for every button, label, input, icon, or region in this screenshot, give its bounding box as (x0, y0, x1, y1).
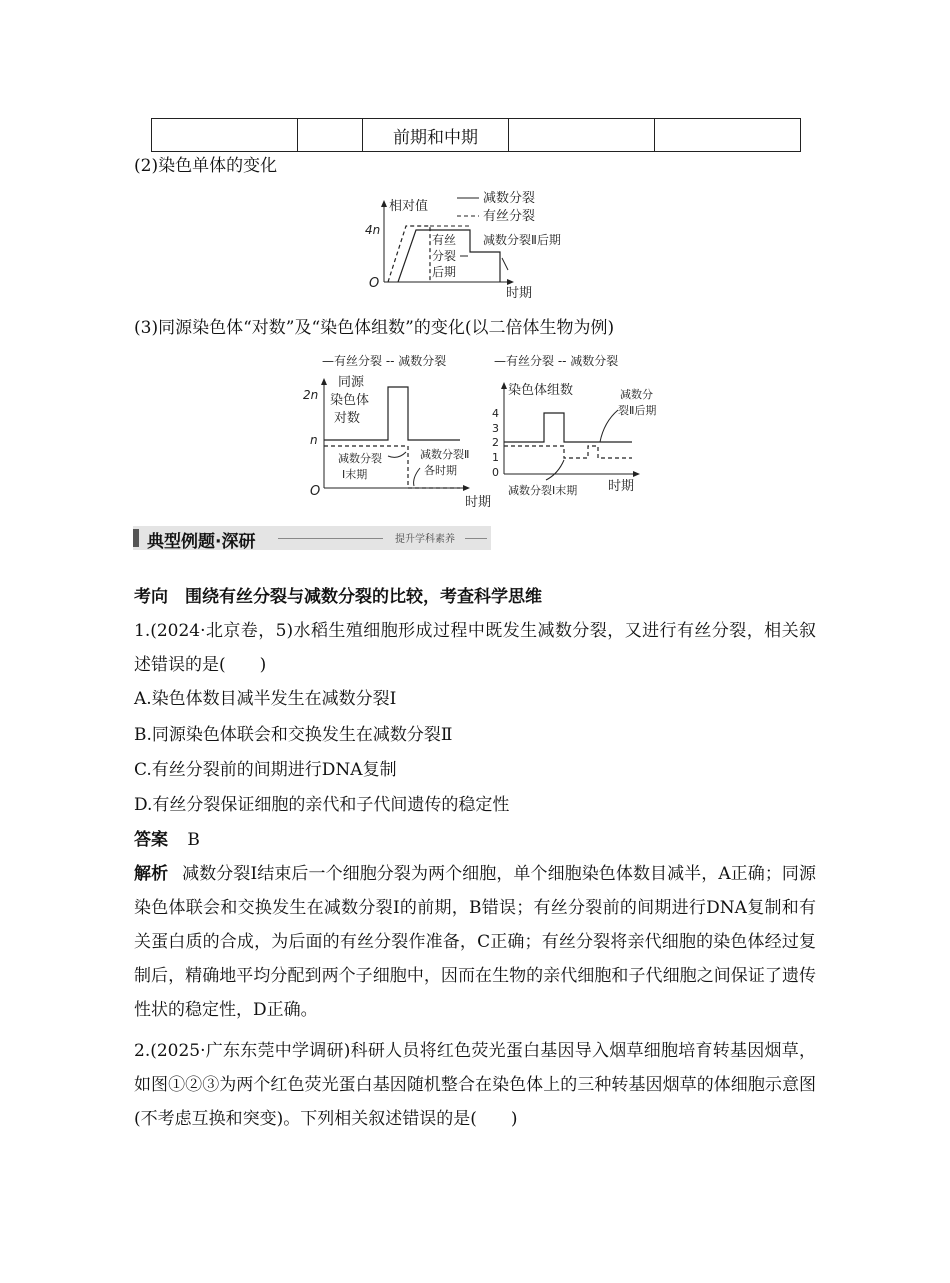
q1-option-c: C.有丝分裂前的间期进行DNA复制 (134, 760, 397, 780)
q1-option-b: B.同源染色体联会和交换发生在减数分裂Ⅱ (134, 725, 453, 745)
fig1-tick-4n: 4n (365, 223, 381, 237)
fig3-x-arrow (633, 471, 640, 477)
summary-table-row (151, 118, 801, 152)
fig2-ann2-1: 减数分裂Ⅱ (420, 448, 470, 461)
fig3-ann-bottom: 减数分裂Ⅰ末期 (508, 484, 578, 497)
fig2-ann1-1: 减数分裂 (338, 452, 382, 465)
topic-heading: 考向 围绕有丝分裂与减数分裂的比较，考查科学思维 (134, 587, 542, 607)
q1-option-d: D.有丝分裂保证细胞的亲代和子代间遗传的稳定性 (134, 795, 510, 815)
fig1-legend-solid: 减数分裂 (483, 191, 536, 206)
fig3-arrow-bottom (546, 460, 564, 480)
fig2-origin: O (310, 484, 321, 499)
fig2-tick-2n: 2n (303, 388, 319, 402)
table-cell (509, 119, 655, 152)
fig2-x-arrow (463, 485, 470, 491)
fig2-x-label: 时期 (465, 495, 492, 510)
section3-title: (3)同源染色体“对数”及“染色体组数”的变化(以二倍体生物为例) (134, 318, 615, 338)
banner-divider-end (465, 538, 487, 539)
fig2-ann1-2: Ⅰ末期 (342, 468, 368, 481)
fig1-y-arrow (381, 200, 387, 207)
homologous-pairs-figure (300, 350, 500, 510)
fig3-tick: 4 (492, 407, 499, 420)
fig2-y-label-1: 同源 (338, 375, 365, 390)
answer-label: 答案 (134, 830, 168, 850)
fig2-y-label-2: 染色体 (330, 393, 370, 408)
fig3-tick: 0 (492, 466, 499, 479)
q1-analysis (134, 857, 816, 1027)
section2-title: (2)染色单体的变化 (134, 156, 278, 176)
table-cell (655, 119, 801, 152)
chromatid-change-figure (360, 186, 600, 300)
fig3-y-label: 染色体组数 (508, 383, 574, 398)
fig2-ann2-2: 各时期 (424, 464, 457, 477)
fig3-arrow-top (600, 410, 618, 442)
fig1-x-label: 时期 (506, 286, 533, 301)
fig2-tick-n: n (310, 433, 318, 447)
fig2-y-label-3: 对数 (334, 411, 361, 426)
banner-divider (278, 538, 383, 539)
fig3-x-label: 时期 (608, 479, 635, 494)
fig1-ann-mitosis-2: 分裂 (432, 249, 457, 263)
fig1-arrow-meiosis2 (502, 258, 508, 270)
fig2-y-arrow (321, 378, 327, 385)
answer-value: B (187, 830, 200, 850)
fig3-y-arrow (501, 382, 507, 389)
section-banner (133, 526, 491, 550)
q2-stem: 2.(2025·广东东莞中学调研)科研人员将红色荧光蛋白基因导入烟草细胞培育转基因烟草，如图①②③为两个红色荧光蛋白基因随机整合在染色体上的三种转基因烟草的体细胞示意图(不考虑互换和突变)。下列相关叙述错误的是( ) (134, 1041, 816, 1129)
fig1-ann-mitosis-1: 有丝 (432, 233, 457, 247)
q1-stem: 1.(2024·北京卷，5)水稻生殖细胞形成过程中既发生减数分裂，又进行有丝分裂，相关叙述错误的是( ) (134, 621, 816, 675)
fig3-tick: 2 (492, 436, 499, 449)
table-cell (152, 119, 298, 152)
fig1-ann-mitosis-3: 后期 (432, 265, 457, 279)
fig1-y-label: 相对值 (389, 199, 429, 214)
fig3-tick: 3 (492, 422, 499, 435)
analysis-label: 解析 (134, 864, 169, 884)
fig3-meiosis-curve (504, 446, 632, 458)
fig1-mitosis-curve (388, 226, 430, 282)
q1-option-a: A.染色体数目减半发生在减数分裂Ⅰ (134, 689, 397, 709)
q1-answer-row (134, 830, 200, 850)
fig2-header: —有丝分裂 -- 减数分裂 (322, 354, 447, 368)
fig3-header: —有丝分裂 -- 减数分裂 (494, 354, 619, 368)
banner-title: 典型例题·深研 (147, 532, 256, 552)
fig1-ann-meiosis2: 减数分裂Ⅱ后期 (483, 233, 561, 247)
fig3-mitosis-curve (504, 413, 632, 442)
chromosome-sets-figure (486, 350, 657, 506)
fig3-tick: 1 (492, 451, 499, 464)
table-cell: 前期和中期 (363, 119, 509, 152)
fig1-x-arrow (507, 279, 514, 285)
fig3-ann-top-2: 裂Ⅱ后期 (618, 404, 657, 417)
banner-subtitle: 提升学科素养 (395, 534, 455, 545)
fig1-legend-dashed: 有丝分裂 (483, 209, 536, 224)
fig2-arrow-1 (388, 452, 406, 457)
fig3-ann-top-1: 减数分 (620, 388, 653, 401)
fig2-arrow-2 (414, 468, 420, 486)
table-cell (298, 119, 363, 152)
analysis-text: 减数分裂Ⅰ结束后一个细胞分裂为两个细胞，单个细胞染色体数目减半，A正确；同源染色体联会和交换发生在减数分裂Ⅰ的前期，B错误；有丝分裂前的间期进行DNA复制和有关蛋白质的合成，为后面的有丝分裂作准备，C正确；有丝分裂将亲代细胞的染色体经过复制后，精确地平均分配到两个子细胞中，因而在生物的亲代细胞和子代细胞之间保证了遗传性状的稳定性，D正确。 (134, 864, 816, 1020)
banner-bar (133, 529, 139, 547)
fig1-origin: O (369, 276, 380, 291)
